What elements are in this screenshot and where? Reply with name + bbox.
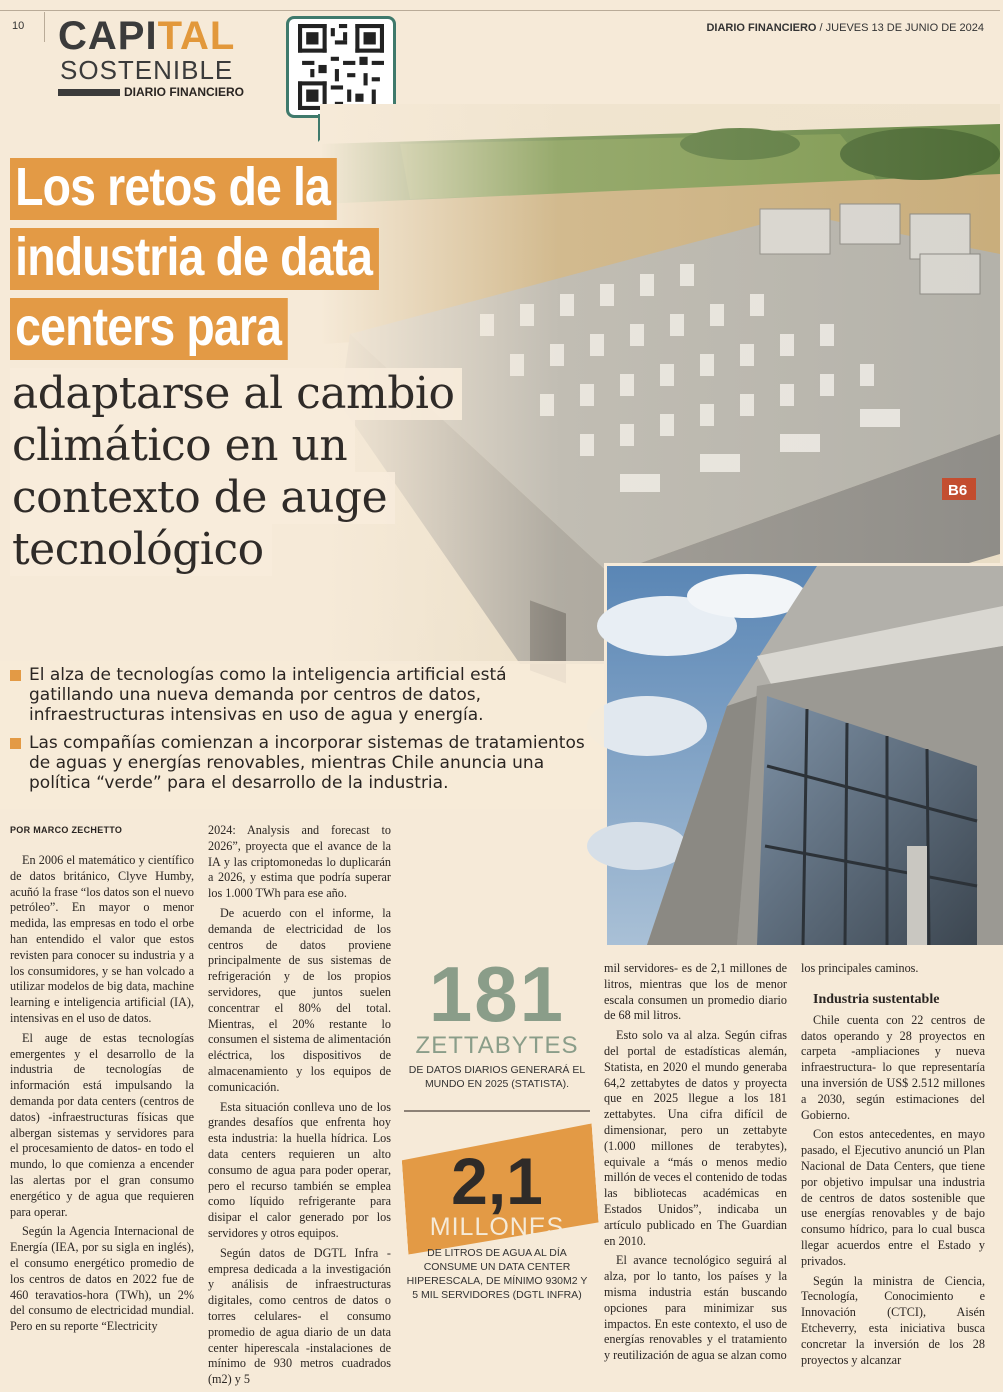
- paragraph: En 2006 el matemático y científico de datos británico, Clyve Humby, acuñó la frase “los datos son el nuevo petróleo”. En mayor o menor medida, las empresas en todo el orbe han entendido el valor que estos revisten para conocer su industria y a los consumidores, y se han volcado a utilizar modelos de big data, machine learning e inteligencia artificial (IA), intensivas en el uso de datos.: [10, 853, 194, 1025]
- headline-serif-line-2: climático en un: [10, 420, 355, 472]
- article-column-2: [208, 823, 391, 1392]
- article-column-1: [10, 853, 194, 1339]
- divider: [44, 12, 45, 42]
- article-column-4: [801, 961, 985, 1372]
- headline-serif-line-3: contexto de auge: [10, 472, 395, 524]
- stat-zettabytes: [404, 950, 590, 1091]
- headline-orange-line-1: Los retos de la: [10, 158, 337, 220]
- paragraph: Según datos de DGTL Infra -empresa dedicada a la investigación y análisis de infraestructuras digitales, como centros de datos o torres celulares- el consumo promedio de agua diario de un data center hiperescala -instalaciones de mínimo de 930 metros cuadrados (m2) y 5: [208, 1245, 391, 1387]
- paragraph: El auge de estas tecnologías emergentes y el desarrollo de la industria de tecnologías de información está impulsando la demanda por data centers (centros de datos) -infraestructuras físicas que albergan sistemas y servidores para el procesamiento de datos- en todo el mundo, lo que comienza a encender las alertas por el gran consumo energético y de agua que requieren para operar.: [10, 1030, 194, 1219]
- article-column-3: [604, 961, 787, 1368]
- headline-serif-line-4: tecnológico: [10, 524, 272, 576]
- masthead-capital: CAPITAL: [58, 14, 236, 58]
- summary-bullets: [0, 661, 604, 809]
- byline: POR MARCO ZECHETTO: [10, 825, 123, 835]
- glass-building-image: [607, 566, 1003, 945]
- stat-water-unit: MILLONES: [429, 1213, 565, 1241]
- bullet-item: Las compañías comienzan a incorporar sistemas de tratamientos de aguas y energías renovables, mientras Chile anuncia una política “verde” para el desarrollo de la industria.: [10, 733, 590, 793]
- subheading: Industria sustentable: [813, 991, 940, 1007]
- paragraph: Chile cuenta con 22 centros de datos operando y 28 proyectos en carpeta -ampliaciones y nueva infraestructura- lo que representaría una inversión de US$ 2.512 millones a 2030, según estimaciones del Gobierno.: [801, 1012, 985, 1122]
- stat-zettabytes-number: 181: [428, 950, 566, 1038]
- stat-water-caption: DE LITROS DE AGUA AL DÍA CONSUME UN DATA CENTER HIPERESCALA, DE MÍNIMO 930M2 Y 5 MIL SERVIDORES (DGTL INFRA): [406, 1247, 588, 1301]
- headline: [10, 158, 490, 576]
- headline-orange-line-2: industria de data: [10, 228, 379, 290]
- paragraph: Según la ministra de Ciencia, Tecnología, Conocimiento e Innovación (CTCI), Aisén Etcheverry, esta iniciativa busca concretar la inversión de los 28 proyectos y alcanzar: [801, 1273, 985, 1367]
- masthead-brand: DIARIO FINANCIERO: [124, 85, 244, 99]
- building-facade-photo: [604, 563, 1000, 942]
- paragraph: Esto solo va al alza. Según cifras del portal de estadísticas alemán, Statista, en 2020 el mundo generaba 64,2 zettabytes de datos y proyecta que en 2025 llegue a los 181 zettabytes. Una cifra difícil de dimensionar, pero un zettabyte (1.000 millones de terabytes), equivale a “más o menos medio millón de veces el contenido de todas las bibliotecas académicas en Estados Unidos”, indicaba un artículo publicado en The Guardian en 2010.: [604, 1028, 787, 1248]
- paragraph: El avance tecnológico seguirá al alza, por lo tanto, los países y la misma industria están buscando opciones para minimizar sus impactos. En este contexto, el uso de energías renovables y el tratamiento y reutilización de agua se alzan como: [604, 1253, 787, 1363]
- paragraph: Esta situación conlleva uno de los grandes desafíos que enfrenta hoy esta industria: la huella hídrica. Los data centers requieren un alto consumo de agua para poder operar, pero el recurso también se emplea como líquido refrigerante para disipar el calor generado por los servidores y otros equipos.: [208, 1099, 391, 1240]
- section-masthead: [58, 16, 258, 99]
- page-number: 10: [12, 20, 25, 32]
- paragraph: mil servidores- es de 2,1 millones de litros, mientras que los de menor escala consumen un promedio diario de 68 mil litros.: [604, 961, 787, 1023]
- qr-code-icon: [298, 24, 384, 110]
- paragraph: los principales caminos.: [801, 961, 919, 975]
- headline-serif-line-1: adaptarse al cambio: [10, 368, 462, 420]
- bullet-square-icon: [10, 670, 21, 681]
- stat-divider: [404, 1110, 590, 1112]
- paragraph: De acuerdo con el informe, la demanda de electricidad de los centros de datos proviene principalmente de sus sistemas de refrigeración y de los propios servidores, que juntos suelen concentrar el 80% del total. Mientras, el 20% restante lo consumen el sistema de alimentación eléctrica, los dispositivos de almacenamiento y los equipos de comunicación.: [208, 905, 391, 1094]
- publication-date-line: DIARIO FINANCIERO / JUEVES 13 DE JUNIO DE 2024: [706, 22, 984, 34]
- stat-zettabytes-unit: ZETTABYTES: [415, 1032, 579, 1059]
- stat-water-number: 2,1: [451, 1144, 543, 1218]
- paragraph: 2024: Analysis and forecast to 2026”, proyecta que el avance de la IA y las criptomonedas lo duplicarán a 2026, y estima que podría superar los 1.000 TWh para ese año.: [208, 823, 391, 901]
- bullet-square-icon: [10, 738, 21, 749]
- paragraph: Según la Agencia Internacional de Energía (IEA, por su sigla en inglés), el consumo energético promedio de los centros de datos en 2022 fue de 460 teravatios-hora (TWh), un 2% del consumo de electricidad mundial. Pero en su reporte “Electricity: [10, 1224, 194, 1334]
- stat-zettabytes-caption: DE DATOS DIARIOS GENERARÁ EL MUNDO EN 2025 (STATISTA).: [408, 1064, 586, 1090]
- paragraph: Con estos antecedentes, en mayo pasado, el Ejecutivo anunció un Plan Nacional de Data Centers, que tiene por objetivo impulsar una industria de centros de datos sostenible que use energías renovables y de bajo consumo hídrico, para lo cual busca llegar acuerdos entre el Estado y privados.: [801, 1127, 985, 1268]
- masthead-sostenible: SOSTENIBLE: [60, 55, 234, 85]
- bullet-item: El alza de tecnologías como la inteligencia artificial está gatillando una nueva demanda por centros de datos, infraestructuras intensivas en uso de agua y energía.: [10, 665, 590, 725]
- top-rule: [0, 10, 1000, 11]
- masthead-rule: [58, 89, 120, 96]
- stat-water: [404, 1144, 590, 1302]
- headline-orange-line-3: centers para: [10, 298, 288, 360]
- qr-code[interactable]: [286, 16, 396, 118]
